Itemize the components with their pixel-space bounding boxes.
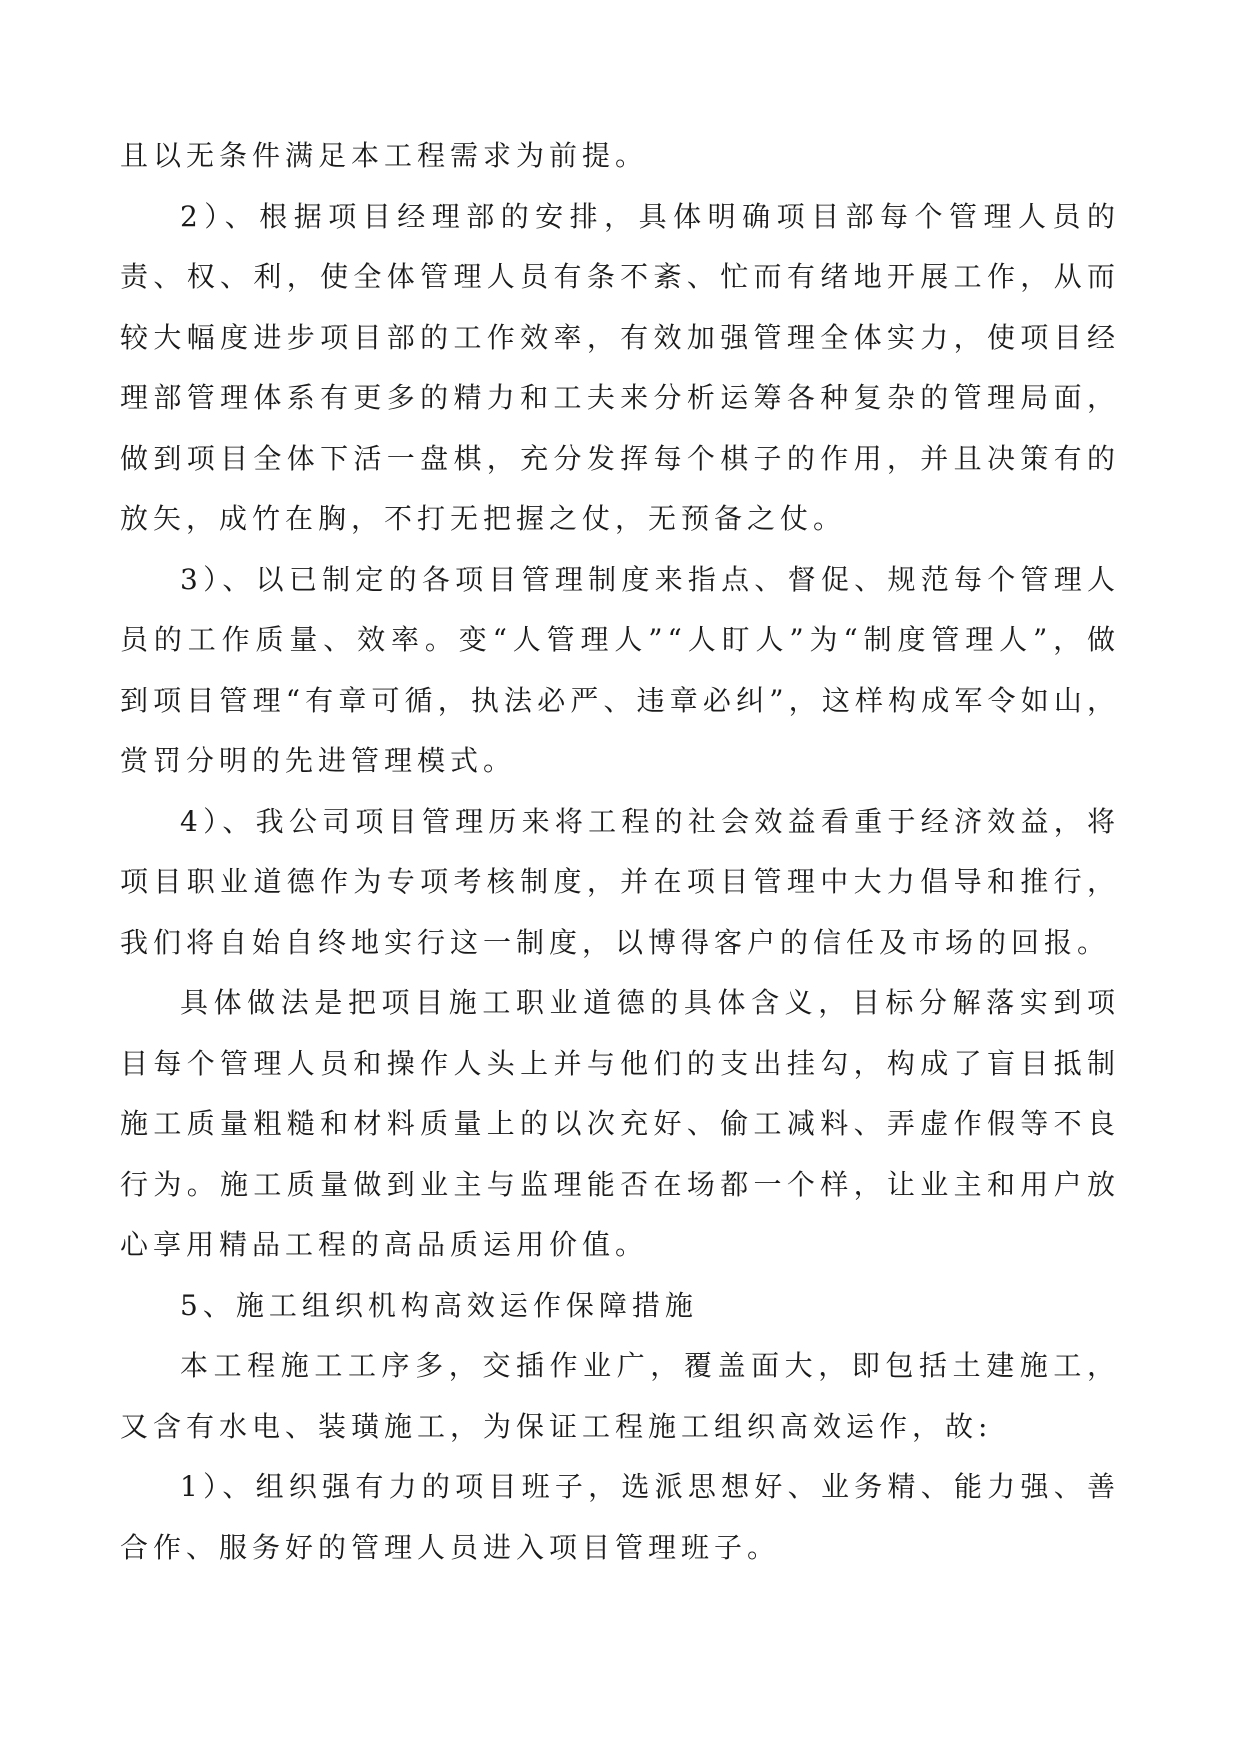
- document-body: [120, 126, 1120, 1578]
- paragraph-specific-practice: 具体做法是把项目施工职业道德的具体含义，目标分解落实到项目每个管理人员和操作人头上并与他们的支出挂勾，构成了盲目抵制施工质量粗糙和材料质量上的以次充好、偷工减料、弄虚作假等不良行为。施工质量做到业主与监理能否在场都一个样，让业主和用户放心享用精品工程的高品质运用价值。: [120, 986, 1120, 1261]
- paragraph-item-4: 4）、我公司项目管理历来将工程的社会效益看重于经济效益，将项目职业道德作为专项考核制度，并在项目管理中大力倡导和推行，我们将自始自终地实行这一制度，以博得客户的信任及市场的回报。: [120, 804, 1120, 959]
- paragraph-project-overview: 本工程施工工序多，交插作业广，覆盖面大，即包括土建施工，又含有水电、装璜施工，为保证工程施工组织高效运作，故:: [120, 1349, 1120, 1443]
- paragraph-item-1: 1）、组织强有力的项目班子，选派思想好、业务精、能力强、善合作、服务好的管理人员进入项目管理班子。: [120, 1470, 1120, 1564]
- paragraph-item-2: 2）、根据项目经理部的安排，具体明确项目部每个管理人员的责、权、利，使全体管理人员有条不紊、忙而有绪地开展工作，从而较大幅度进步项目部的工作效率，有效加强管理全体实力，使项目经理部管理体系有更多的精力和工夫来分析运筹各种复杂的管理局面，做到项目全体下活一盘棋，充分发挥每个棋子的作用，并且决策有的放矢，成竹在胸，不打无把握之仗，无预备之仗。: [120, 199, 1120, 535]
- paragraph-continuation: 且以无条件满足本工程需求为前提。: [120, 139, 649, 172]
- paragraph-item-3: 3）、以已制定的各项目管理制度来指点、督促、规范每个管理人员的工作质量、效率。变“人管理人”“人盯人”为“制度管理人”，做到项目管理“有章可循，执法必严、违章必纠”，这样构成军令如山，赏罚分明的先进管理模式。: [120, 562, 1120, 777]
- section-heading-5: 5、施工组织机构高效运作保障措施: [180, 1288, 698, 1322]
